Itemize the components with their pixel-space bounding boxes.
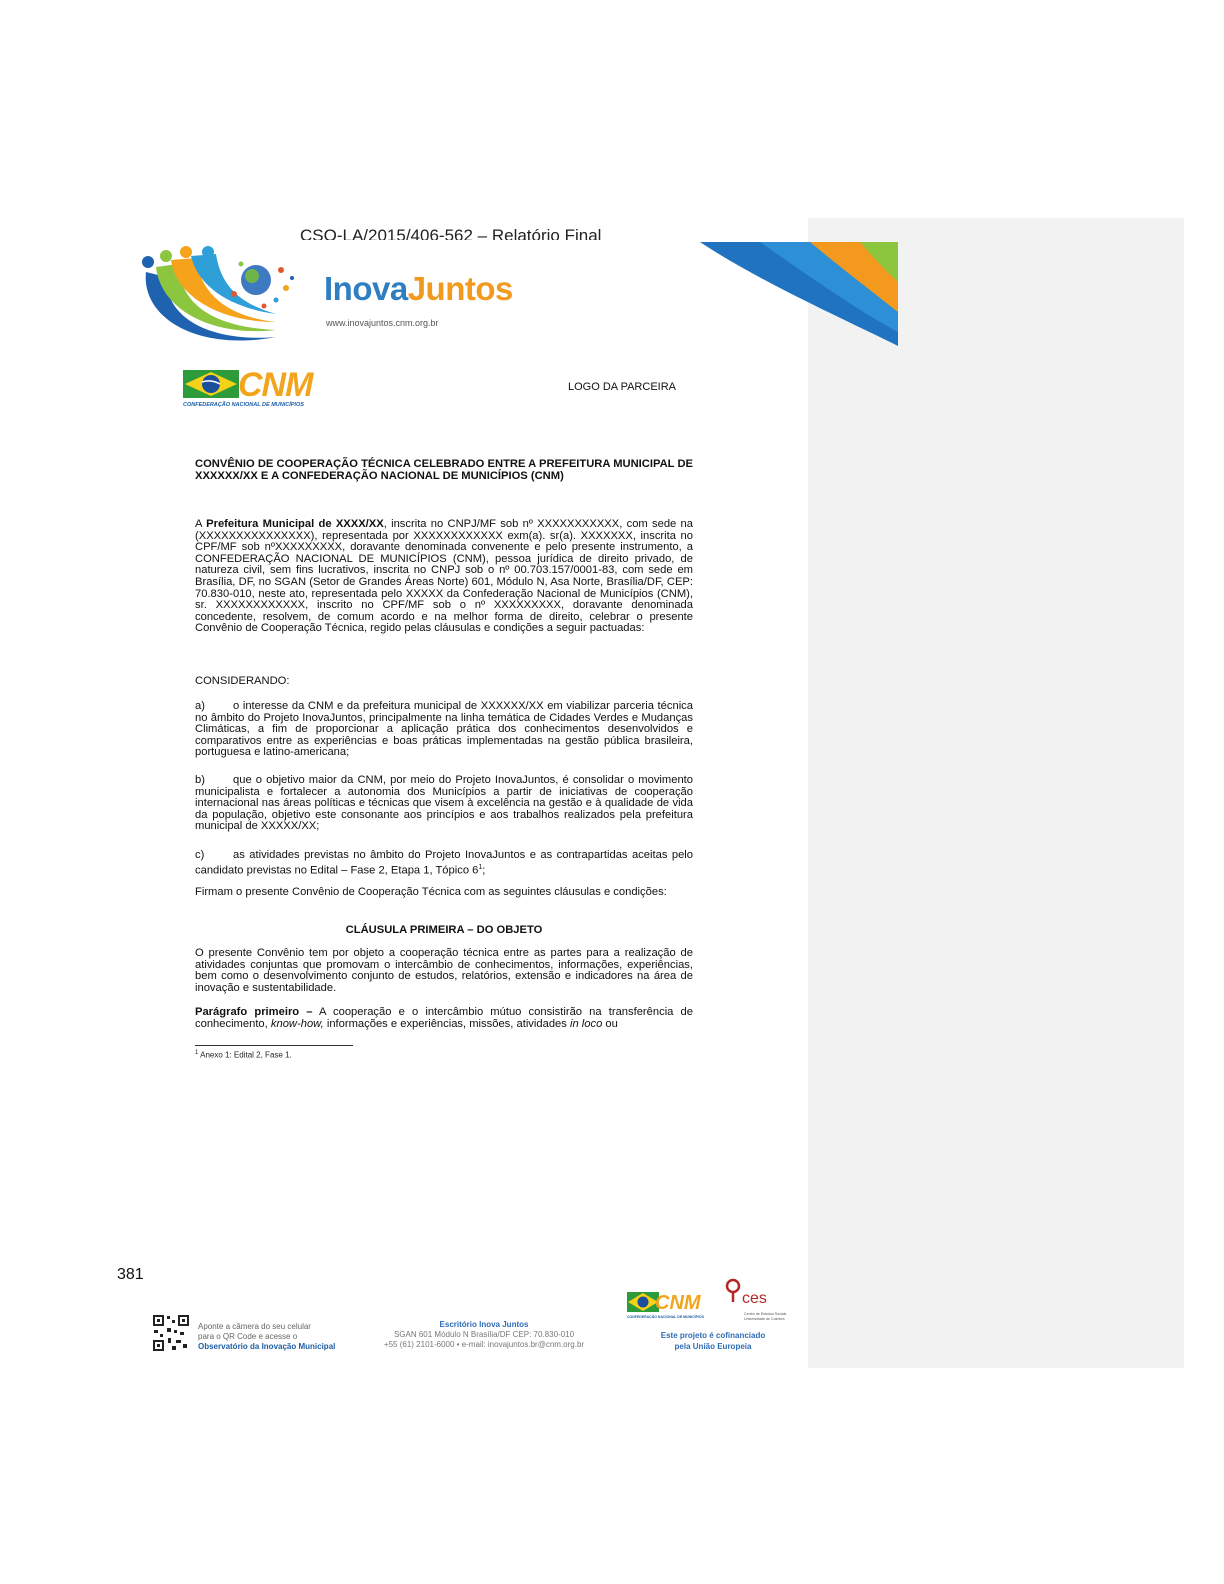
eu-funding-line2: pela União Europeia [674,1342,752,1351]
inova-word-first: Inova [324,270,408,307]
qr-caption-line1: Aponte a câmera do seu celular [198,1322,311,1331]
intro-prefix: A [195,518,207,530]
considerando-heading: CONSIDERANDO: [195,675,290,687]
inovajuntos-url: www.inovajuntos.cnm.org.br [326,318,439,328]
office-contact: +55 (61) 2101-6000 • e-mail: inovajuntos.br@cnm.org.br [383,1340,585,1349]
qr-caption-line2: para o QR Code e acesse o [198,1332,298,1341]
office-address: SGAN 601 Módulo N Brasília/DF CEP: 70.830-010 [393,1330,575,1339]
eu-funding-note [650,1330,776,1352]
office-title: Escritório Inova Juntos [439,1320,529,1329]
inovajuntos-emblem-icon [136,242,326,350]
ces-logo [724,1278,804,1326]
item-label: c) [195,849,205,861]
ces-subtitle-line1: Centro de Estudos Sociais [744,1312,787,1316]
footnote [195,1050,292,1060]
footnote-number: 1 [195,1050,199,1056]
par1-text-a: A cooperação e o intercâmbio mútuo consistirão na transferência de conhecimento, [195,1006,693,1030]
intro-rest: , inscrita no CNPJ/MF sob nº XXXXXXXXXXX, com sede na (XXXXXXXXXXXXXXX), representada por XXXXXXXXXXXX exm(a). sr(a). XXXXXXX, inscrita no CPF/MF sob nºXXXXXXXXX, doravante denominada convenente e pelo presente instrumento, a CONFEDERAÇÃO NACIONAL DE MUNICÍPIOS (CNM), pessoa jurídica de direito privado, de natureza civil, sem fins lucrativos, inscrita no CNPJ sob o nº 00.703.157/0001-83, com sede em Brasília, DF, no SGAN (Setor de Grandes Áreas Norte) 601, Módulo N, Asa Norte, Brasília/DF, CEP: 70.830-010, neste ato, representada pelo XXXXX da Confederação Nacional de Municípios (CNM), sr. XXXXXXXXXXXX, inscrito no CPF/MF sob o nº XXXXXXXXX, doravante denominada concedente, resolvem, de comum acordo e na melhor forma de direito, celebrar o presente Convênio de Cooperação Técnica, regido pelas cláusulas e condições a seguir pactuadas: [195,518,693,635]
footnote-ref: 1 [478,863,483,871]
office-info [378,1320,590,1350]
ces-emblem-icon [724,1278,744,1304]
intro-paragraph [195,519,693,635]
par1-text-b: informações e experiências, missões, atividades [323,1017,570,1030]
document-title: CONVÊNIO DE COOPERAÇÃO TÉCNICA CELEBRADO ENTRE A PREFEITURA MUNICIPAL DE XXXXXX/XX E A CONFEDERAÇÃO NACIONAL DE MUNICÍPIOS (CNM) [195,458,693,482]
qr-caption-line3: Observatório da Inovação Municipal [198,1342,336,1351]
object-paragraph: O presente Convênio tem por objeto a cooperação técnica entre as partes para a realização de atividades conjuntas que promovam o intercâmbio de conhecimentos, informações, experiências, bem como o desenvolvimento conjunto de estudos, relatórios, extensão e indicadores na área de inovação e sustentabilidade. [195,947,693,994]
qr-caption [198,1322,335,1352]
firmam-paragraph: Firmam o presente Convênio de Cooperação Técnica com as seguintes cláusulas e condições: [195,886,667,898]
item-text: as atividades previstas no âmbito do Projeto InovaJuntos e as contrapartidas aceitas pelo candidato previstas no Edital – Fase 2, Etapa 1, Tópico 6 [195,849,693,877]
par1-text-c: ou [602,1017,618,1030]
ces-subtitle-line2: Universidade de Coimbra [744,1317,785,1321]
item-label: a) [195,700,205,712]
qr-code-icon [152,1314,190,1352]
cnm-subtitle: CONFEDERAÇÃO NACIONAL DE MUNICÍPIOS [183,402,304,408]
item-text: que o objetivo maior da CNM, por meio do Projeto InovaJuntos, é consolidar o movimento municipalista e fortalecer a autonomia dos Municípios a partir de iniciativas de cooperação internacional nas áreas políticas e técnicas que visem à excelência na gestão e à qualidade de vida da população, objetivo este consonante aos princípios e aos trabalhos realizados pela prefeitura municipal de XXXXX/XX; [195,774,693,833]
footnote-text: Anexo 1: Edital 2, Fase 1. [198,1050,292,1060]
item-label: b) [195,774,205,786]
par1-label: Parágrafo primeiro – [195,1006,313,1018]
running-header-text: CSO-LA/2015/406-562 – Relatório Final [300,226,602,240]
side-panel [808,218,1184,1368]
cnm-wordmark: CNM [238,366,313,404]
ces-wordmark: ces [742,1290,767,1307]
considerando-item-a [195,701,693,759]
ces-subtitle [744,1312,786,1322]
intro-bold: Prefeitura Municipal de XXXX/XX [206,518,384,530]
paragraph-primeiro [195,1007,693,1030]
item-end: ; [482,864,486,877]
par1-italic-inloco: in loco [569,1017,603,1030]
cnm-logo [183,362,323,412]
clause-title: CLÁUSULA PRIMEIRA – DO OBJETO [345,924,543,936]
eu-funding-line1: Este projeto é cofinanciado [660,1331,766,1340]
par1-italic-knowhow: know-how, [270,1017,324,1030]
brazil-flag-icon [183,366,243,402]
page-number: 381 [117,1266,144,1283]
considerando-item-b [195,775,693,833]
inova-word-second: Juntos [407,270,513,307]
footnote-divider [195,1045,353,1046]
partner-logo-placeholder: LOGO DA PARCEIRA [568,381,676,393]
inovajuntos-wordmark [324,270,513,308]
inovajuntos-logo [136,242,566,350]
footer-cnm-logo [627,1286,707,1326]
footer-cnm-subtitle: CONFEDERAÇÃO NACIONAL DE MUNICÍPIOS [627,1315,704,1319]
considerando-item-c [195,850,693,877]
corner-decoration-icon [700,242,898,346]
footer-cnm-wordmark: CNM [655,1292,701,1314]
running-header [300,222,620,240]
item-text: o interesse da CNM e da prefeitura municipal de XXXXXX/XX em viabilizar parceria técnica no âmbito do Projeto InovaJuntos, principalmente na linha temática de Cidades Verdes e Mudanças Climáticas, a fim de proporcionar a aplicação prática dos conhecimentos desenvolvidos e comparativos entre as experiências e boas práticas implementadas na gestão pública brasileira, portuguesa e latino-americana; [195,700,693,759]
